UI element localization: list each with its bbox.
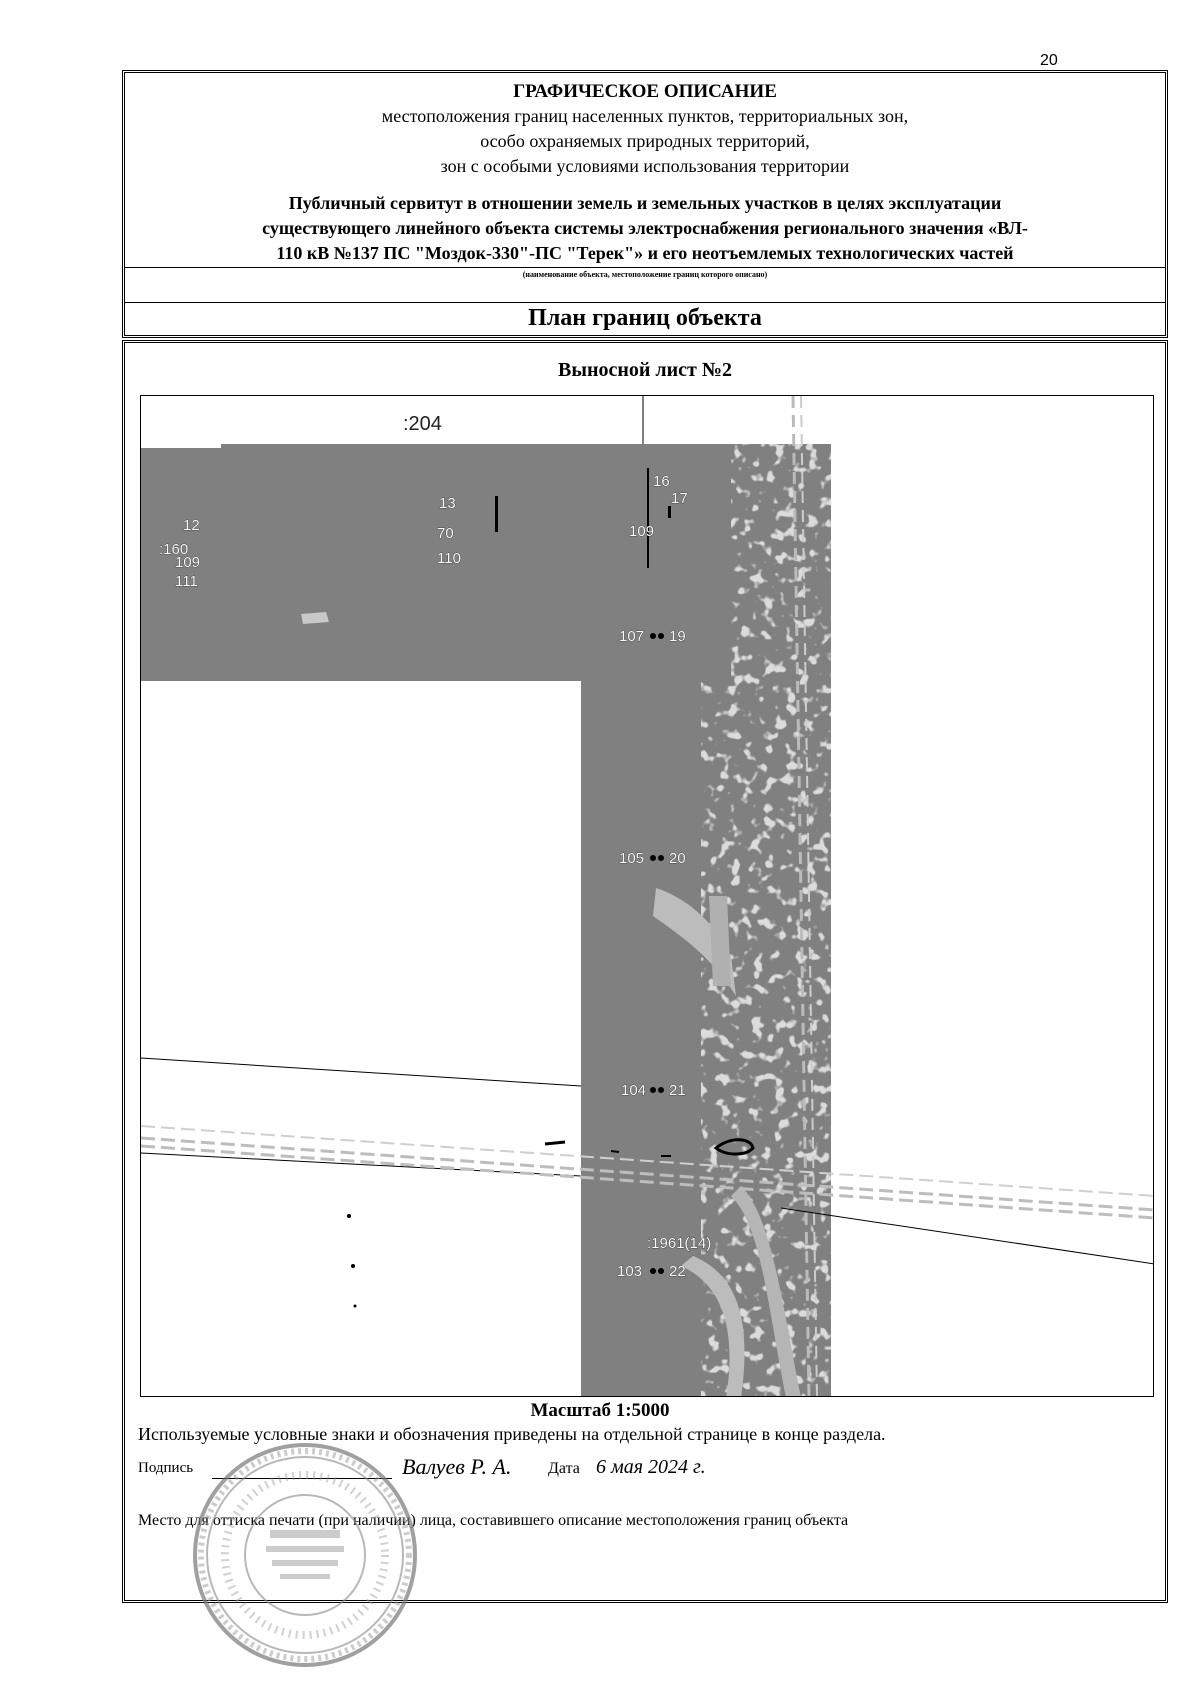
signature-label: Подпись: [138, 1460, 194, 1476]
subtitle-line-3: зон с особыми условиями использования территории: [440, 156, 850, 176]
point-label-104: 104: [621, 1082, 647, 1099]
dark-mark: [545, 1142, 565, 1144]
parcel-label-160: :160: [159, 541, 189, 558]
point-label-21: 21: [669, 1082, 686, 1099]
object-line-3: 110 кВ №137 ПС "Моздок-330"-ПС "Терек"» и его неотъемлемых технологических частей: [276, 243, 1014, 263]
dark-mark: [611, 1151, 619, 1152]
point-label-20: 20: [669, 850, 686, 867]
map-canvas: [141, 396, 1154, 1397]
dark-mark: [647, 468, 649, 568]
point-label-107: 107: [619, 628, 645, 645]
boundary-point: [658, 633, 664, 639]
subtitle-line-2: особо охраняемых природных территорий,: [480, 131, 810, 151]
boundary-point: [658, 855, 664, 861]
dark-mark: [495, 496, 498, 532]
map-area: [140, 395, 1154, 1397]
boundary-point: [650, 1268, 656, 1274]
seal-stamp-icon: [190, 1440, 420, 1670]
parcel-label-1961: :1961(14): [647, 1235, 712, 1252]
header-frame: [122, 70, 1168, 338]
point-label-105: 105: [619, 850, 645, 867]
document-title: ГРАФИЧЕСКОЕ ОПИСАНИЕ: [513, 81, 777, 102]
date-value: 6 мая 2024 г.: [596, 1456, 706, 1478]
sheet-title: Выносной лист №2: [558, 359, 732, 381]
point-label-16: 16: [653, 473, 670, 490]
white-notch: [141, 444, 221, 448]
legend-note: Используемые условные знаки и обозначения приведены на отдельной странице в конце раздела.: [138, 1424, 886, 1444]
parcel-boundary-line: [141, 1058, 581, 1086]
survey-point: [347, 1214, 351, 1218]
subtitle-line-1: местоположения границ населенных пунктов, территориальных зон,: [381, 106, 909, 126]
light-spot: [301, 612, 329, 624]
object-line-1: Публичный сервитут в отношении земель и земельных участков в целях эксплуатации: [288, 193, 1002, 213]
plan-title-divider: [125, 302, 1165, 303]
point-label-17: 17: [671, 490, 688, 507]
survey-point: [351, 1264, 355, 1268]
object-line-2: существующего линейного объекта системы электроснабжения регионального значения «ВЛ-: [262, 218, 1028, 238]
boundary-point: [650, 633, 656, 639]
point-label-70: 70: [437, 525, 454, 542]
boundary-point: [650, 855, 656, 861]
boundary-point: [658, 1087, 664, 1093]
date-label: Дата: [548, 1460, 580, 1477]
point-label-12: 12: [183, 517, 200, 534]
seal-note: Место для оттиска печати (при наличии) лица, составившего описание местоположения границ объекта: [138, 1512, 849, 1529]
point-label-110: 110: [437, 550, 461, 567]
object-underline: [125, 267, 1165, 268]
point-label-111: 111: [175, 573, 198, 590]
point-label-109b: 109: [629, 523, 655, 540]
signatory-name: Валуев Р. А.: [402, 1454, 512, 1479]
parcel-boundary-line: [781, 1208, 1154, 1264]
map-scale: Масштаб 1:5000: [530, 1400, 670, 1421]
point-label-109a: 109: [175, 554, 201, 571]
point-label-19: 19: [669, 628, 686, 645]
page-number: 20: [1040, 52, 1058, 69]
parcel-boundary-line: [141, 1153, 581, 1176]
object-caption: (наименование объекта, местоположение границ которого описано): [522, 270, 768, 279]
dark-mark: [668, 506, 671, 518]
parcel-label-204: :204: [403, 413, 442, 435]
survey-point: [354, 1305, 357, 1308]
plan-title: План границ объекта: [528, 305, 762, 331]
boundary-point: [650, 1087, 656, 1093]
point-label-22: 22: [669, 1263, 686, 1280]
point-label-103: 103: [617, 1263, 643, 1280]
boundary-point: [658, 1268, 664, 1274]
point-label-13: 13: [439, 495, 456, 512]
